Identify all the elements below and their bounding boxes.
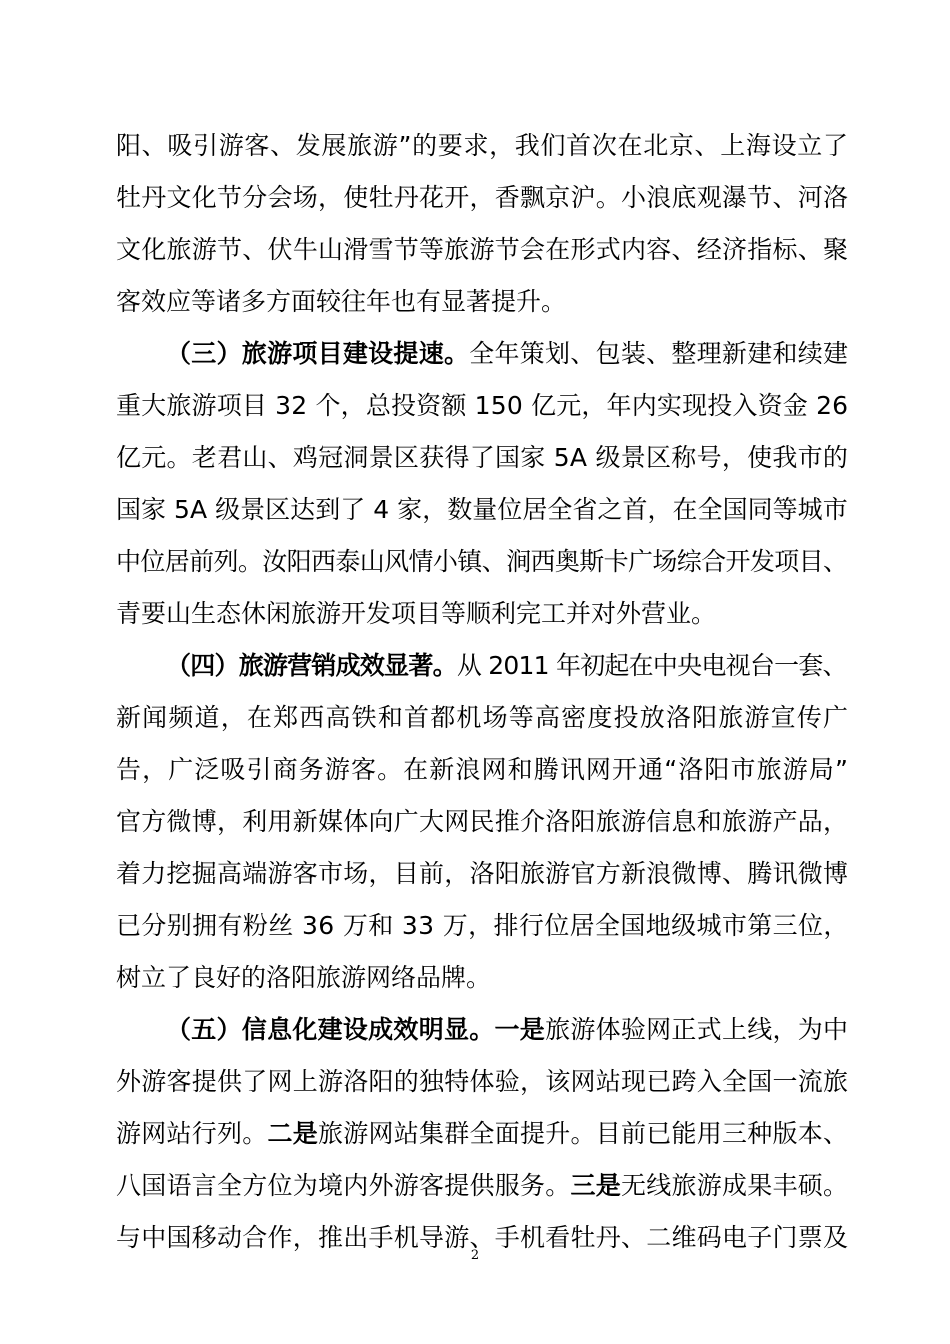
text-line: [116, 486, 848, 534]
text-segment: 亿元。老君山、鸡冠洞景区获得了国家 5A 级景区称号，使我市的: [116, 443, 849, 472]
bold-text-segment: （三）旅游项目建设提速。: [166, 339, 470, 368]
text-line: [116, 590, 716, 638]
text-segment: 新闻频道，在郑西高铁和首都机场等高密度投放洛阳旅游宣传广: [116, 703, 850, 732]
text-line: [116, 1162, 848, 1210]
text-segment: 外游客提供了网上游洛阳的独特体验，该网站现已跨入全国一流旅: [116, 1067, 849, 1096]
text-line: [116, 694, 849, 742]
text-line: [166, 1006, 848, 1054]
bold-text-segment: （四）旅游营销成效显著。: [166, 651, 457, 680]
text-segment: 游网站行列。: [116, 1119, 268, 1148]
text-segment: 国家 5A 级景区达到了 4 家，数量位居全省之首，在全国同等城市: [116, 495, 848, 524]
text-line: [116, 798, 848, 846]
page-number: 2: [470, 1248, 480, 1263]
bold-text-segment: 一是: [494, 1015, 546, 1044]
text-segment: 官方微博，利用新媒体向广大网民推介洛阳旅游信息和旅游产品，: [116, 807, 849, 836]
text-line: [116, 746, 849, 794]
text-segment: 全年策划、包装、整理新建和续建: [469, 339, 849, 368]
text-segment: 树立了良好的洛阳旅游网络品牌。: [116, 963, 492, 992]
text-line: [116, 278, 566, 326]
text-segment: 着力挖掘高端游客市场，目前，洛阳旅游官方新浪微博、腾讯微博: [116, 859, 849, 888]
text-segment: 八国语言全方位为境内外游客提供服务。: [116, 1171, 571, 1200]
text-segment: 无线旅游成果丰硕。: [621, 1171, 849, 1200]
text-segment: 青要山生态休闲旅游开发项目等顺利完工并对外营业。: [116, 599, 717, 628]
text-segment: 牡丹文化节分会场，使牡丹花开，香飘京沪。小浪底观瀑节、河洛: [116, 183, 849, 212]
text-line: [116, 226, 848, 274]
text-segment: 阳、吸引游客、发展旅游”的要求，我们首次在北京、上海设立了: [116, 131, 849, 160]
text-segment: 旅游体验网正式上线，为中: [545, 1015, 849, 1044]
text-line: [116, 434, 848, 482]
text-line: [166, 642, 847, 690]
text-line: [116, 954, 491, 1002]
bold-text-segment: （五）信息化建设成效明显。: [166, 1015, 495, 1044]
text-line: [116, 1058, 848, 1106]
text-segment: 重大旅游项目 32 个，总投资额 150 亿元，年内实现投入资金 26: [116, 391, 849, 420]
text-line: [116, 1110, 848, 1158]
text-segment: 文化旅游节、伏牛山滑雪节等旅游节会在形式内容、经济指标、聚: [116, 235, 849, 264]
text-line: [116, 122, 849, 170]
text-line: [116, 538, 847, 586]
text-line: [116, 382, 848, 430]
text-line: [116, 902, 849, 950]
text-line: [116, 174, 848, 222]
text-segment: 中位居前列。汝阳西泰山风情小镇、涧西奥斯卡广场综合开发项目、: [116, 547, 848, 576]
bold-text-segment: 二是: [267, 1119, 319, 1148]
text-segment: 客效应等诸多方面较往年也有显著提升。: [116, 287, 567, 316]
text-segment: 告，广泛吸引商务游客。在新浪网和腾讯网开通“洛阳市旅游局”: [116, 755, 850, 784]
text-line: [116, 850, 848, 898]
text-segment: 旅游网站集群全面提升。目前已能用三种版本、: [318, 1119, 849, 1148]
bold-text-segment: 三是: [570, 1171, 622, 1200]
text-line: [166, 330, 848, 378]
text-segment: 与中国移动合作，推出手机导游、手机看牡丹、二维码电子门票及: [116, 1223, 849, 1252]
text-segment: 已分别拥有粉丝 36 万和 33 万，排行位居全国地级城市第三位，: [116, 911, 849, 940]
text-segment: 从 2011 年初起在中央电视台一套、: [456, 651, 847, 680]
